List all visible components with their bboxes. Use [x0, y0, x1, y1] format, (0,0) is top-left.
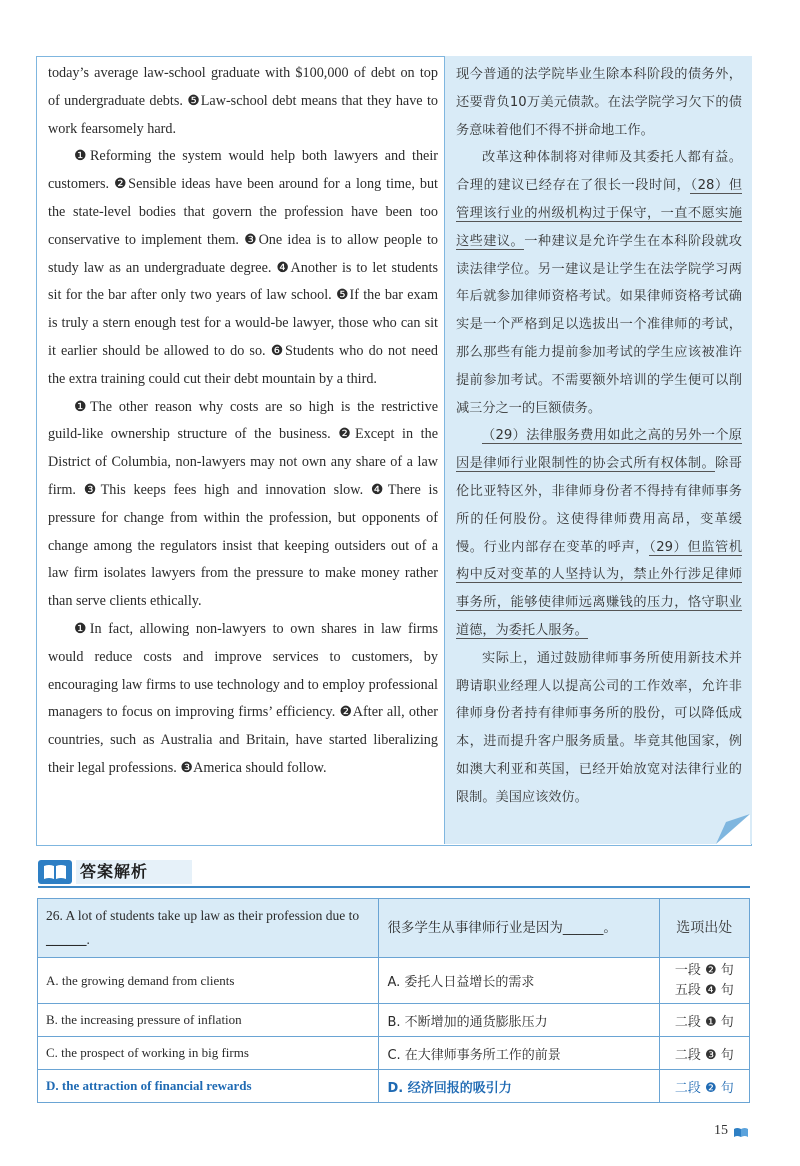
option-row-a [38, 958, 750, 1004]
chinese-paragraph-4: 实际上，通过鼓励律师事务所使用新技术并聘请职业经理人以提高公司的工作效率，允许非律师身份者持有律师事务所的股份，可以降低成本，进而提升客户服务质量。毕竟其他国家，例如澳大利亚和英国，已经开始放宽对法律行业的限制。美国应该效仿。 [456, 650, 742, 805]
option-row-d-correct [38, 1070, 750, 1103]
chinese-paragraph-2 [456, 144, 742, 422]
option-b-english: B. the increasing pressure of inflation [38, 1004, 379, 1037]
option-d-chinese: D. 经济回报的吸引力 [379, 1070, 659, 1103]
underlined-sentence-29b: （29）但监管机构中反对变革的人坚持认为，禁止外行涉足律师事务所，能够使律师远离赚钱的压力，恪守职业道德，为委托人服务。 [456, 539, 743, 638]
answer-table [37, 898, 750, 1103]
question-blank: ______ [46, 932, 87, 947]
underlined-sentence-28: （28）但管理该行业的州级机构过于保守，一直不愿实施这些建议。 [456, 178, 743, 249]
option-a-english: A. the growing demand from clients [38, 958, 379, 1004]
chinese-translation [456, 61, 742, 812]
source-header: 选项出处 [659, 899, 749, 958]
page-number: 15 [714, 1123, 728, 1138]
chinese-paragraph-2-text: 改革这种体制将对律师及其委托人都有益。合理的建议已经存在了很长一段时间， [456, 150, 742, 194]
option-row-b [38, 1004, 750, 1037]
small-book-icon [733, 1127, 749, 1138]
english-paragraph-3: ❶The other reason why costs are so high is the restrictive guild-like ownership structure of the business. ❷Except in the District of Columbia, non-lawyers may not own any share of a law firm. ❸This keeps fees high and innovation slow. ❹There is pressure for change from within the profession, but opponents of change among the regulators insist that keeping outsiders out of a law firm isolates lawyers from the pressure to make money rather than serve clients ethically. [48, 398, 438, 610]
book-icon [38, 860, 72, 884]
option-c-english: C. the prospect of working in big firms [38, 1037, 379, 1070]
option-d-source: 二段 ❷ 句 [659, 1070, 749, 1103]
page-fold-corner [716, 814, 750, 844]
question-chinese: 很多学生从事律师行业是因为______。 [379, 899, 659, 958]
question-english: 26. A lot of students take up law as their profession due to ______. [38, 899, 379, 958]
chinese-paragraph-2-rest: 一种建议是允许学生在本科阶段就攻读法律学位。另一建议是让学生在法学院学习两年后就参加律师资格考试。如果律师资格考试确实是一个严格到足以选拔出一个准律师的考试，那么那些有能力提前参加考试的学生应该被准许提前参加考试。不需要额外培训的学生便可以削减三分之一的巨额债务。 [456, 233, 742, 416]
chinese-paragraph-1: 现今普通的法学院毕业生除本科阶段的债务外，还要背负10万美元债款。在法学院学习欠下的债务意味着他们不得不拼命地工作。 [456, 67, 742, 138]
option-c-source: 二段 ❸ 句 [659, 1037, 749, 1070]
chinese-paragraph-3 [456, 422, 742, 644]
answer-analysis-header [38, 858, 750, 888]
option-d-english: D. the attraction of financial rewards [38, 1070, 379, 1103]
option-c-chinese: C. 在大律师事务所工作的前景 [379, 1037, 659, 1070]
section-title: 答案解析 [76, 860, 192, 884]
question-row [38, 899, 750, 958]
english-paragraph-1: today’s average law-school graduate with $100,000 of debt on top of undergraduate debts. ❺Law-school debt means that they have to work fearsomely hard. [48, 65, 438, 137]
chinese-paragraph-3-text: 除哥伦比亚特区外，非律师身份者不得持有律师事务所的任何股份。这使得律师费用高昂，变革缓慢。行业内部存在变革的呼声， [456, 456, 742, 555]
underlined-sentence-29a: （29）法律服务费用如此之高的另外一个原因是律师行业限制性的协会式所有权体制。 [456, 428, 742, 472]
english-paragraph-4: ❶In fact, allowing non-lawyers to own shares in law firms would reduce costs and improve services to customers, by encouraging law firms to use technology and to employ professional managers to focus on improving firms’ efficiency. ❷After all, other countries, such as Australia and Britain, have started liberalizing their legal professions. ❸America should follow. [48, 620, 438, 776]
option-a-source: 一段 ❷ 句 五段 ❹ 句 [659, 958, 749, 1004]
option-a-chinese: A. 委托人日益增长的需求 [379, 958, 659, 1004]
header-divider [38, 886, 750, 888]
option-b-chinese: B. 不断增加的通货膨胀压力 [379, 1004, 659, 1037]
option-b-source: 二段 ❶ 句 [659, 1004, 749, 1037]
english-passage [48, 60, 438, 783]
option-row-c [38, 1037, 750, 1070]
english-paragraph-2: ❶Reforming the system would help both lawyers and their customers. ❷Sensible ideas have been around for a long time, but the state-level bodies that govern the profession have been too conservative to implement them. ❸One idea is to allow people to study law as an undergraduate degree. ❹Another is to let students sit for the bar after only two years of law school. ❺If the bar exam is truly a stern enough test for a would-be lawyer, those who can sit it earlier should be allowed to do so. ❻Students who do not need the extra training could cut their debt mountain by a third. [48, 148, 438, 387]
